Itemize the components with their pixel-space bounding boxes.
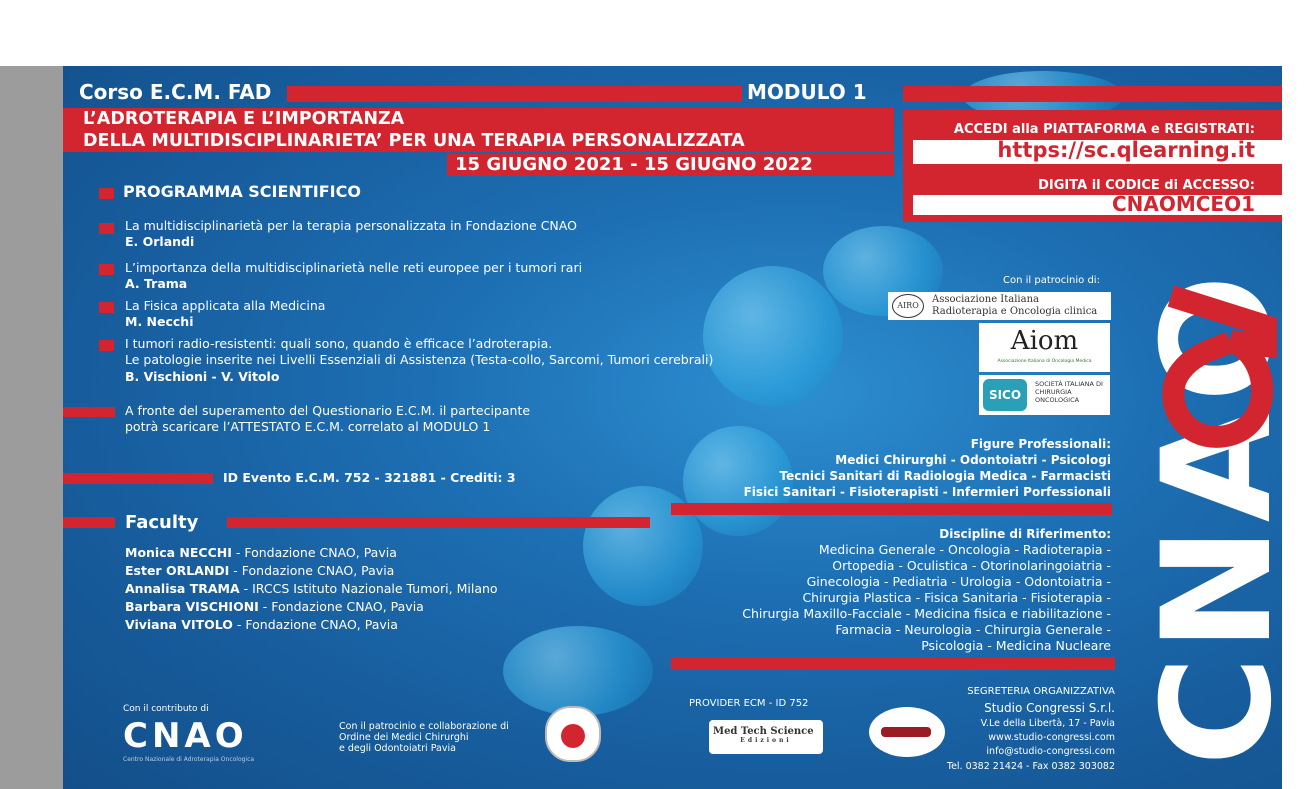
professions-title: Figure Professionali: xyxy=(970,437,1111,451)
company-email[interactable]: info@studio-congressi.com xyxy=(986,746,1115,757)
faculty-affiliation: - Fondazione CNAO, Pavia xyxy=(258,599,424,614)
bullet xyxy=(99,340,114,351)
discipline-line: Psicologia - Medicina Nucleare xyxy=(921,638,1111,653)
faculty-affiliation: - IRCCS Istituto Nazionale Tumori, Milano xyxy=(239,581,498,596)
discipline-line: Chirurgia Plastica - Fisica Sanitaria - Fisioterapia - xyxy=(802,590,1111,605)
course-title-line2: DELLA MULTIDISCIPLINARIETA’ PER UNA TERAPIA PERSONALIZZATA xyxy=(83,131,745,151)
program-item-text: La Fisica applicata alla Medicina xyxy=(125,298,326,313)
platform-url[interactable]: https://sc.qlearning.it xyxy=(997,138,1255,162)
faculty-name: Ester ORLANDI xyxy=(125,563,230,578)
discipline-line: Chirurgia Maxillo-Facciale - Medicina fisica e riabilitazione - xyxy=(742,606,1111,621)
omceo-line: Con il patrocinio e collaborazione di xyxy=(339,721,509,732)
omceo-line: Ordine dei Medici Chirurghi xyxy=(339,732,469,743)
profession-line: Tecnici Sanitari di Radiologia Medica - Farmacisti xyxy=(779,469,1111,483)
bullet xyxy=(99,302,114,313)
medtech-logo xyxy=(709,720,823,754)
omceo-line: e degli Odontoiatri Pavia xyxy=(339,743,456,754)
bullet xyxy=(99,223,114,234)
faculty-name: Annalisa TRAMA xyxy=(125,581,240,596)
divider xyxy=(63,517,115,528)
disciplines-title: Discipline di Riferimento: xyxy=(939,527,1111,541)
left-margin xyxy=(0,66,63,789)
discipline-line: Ginecologia - Pediatria - Urologia - Odontoiatria - xyxy=(806,574,1111,589)
divider xyxy=(903,86,1282,102)
cnao-alpha-icon xyxy=(1151,286,1281,446)
program-item-text: I tumori radio-resistenti: quali sono, quando è efficace l’adroterapia. xyxy=(125,336,553,351)
profession-line: Fisici Sanitari - Fisioterapisti - Infermieri Porfessionali xyxy=(743,485,1111,499)
program-item-text2: Le patologie inserite nei Livelli Essenziali di Assistenza (Testa-collo, Sarcomi, Tumori cerebrali) xyxy=(125,352,714,367)
cnao-logo-text: CNAO xyxy=(123,716,248,756)
program-item-text: La multidisciplinarietà per la terapia personalizzata in Fondazione CNAO xyxy=(125,218,577,233)
faculty-title: Faculty xyxy=(125,512,199,533)
divider xyxy=(671,503,1112,515)
sico-name: SOCIETÀ ITALIANA DI CHIRURGIA ONCOLOGICA xyxy=(1035,380,1103,404)
patronage-label: Con il patrocinio di: xyxy=(1003,275,1100,286)
divider xyxy=(63,407,115,417)
program-item-speaker: A. Trama xyxy=(125,276,188,291)
faculty-member xyxy=(125,545,397,561)
program-item-speaker: M. Necchi xyxy=(125,314,194,329)
aiom-logo xyxy=(979,323,1110,372)
faculty-member xyxy=(125,599,424,615)
aiom-subtitle: Associazione Italiana di Oncologia Medica xyxy=(997,359,1092,364)
program-item-speaker: E. Orlandi xyxy=(125,234,195,249)
medtech-sub: Edizioni xyxy=(740,737,792,744)
airo-name: Associazione Italiana xyxy=(932,294,1039,305)
course-dates: 15 GIUGNO 2021 - 15 GIUGNO 2022 xyxy=(455,154,813,175)
secretariat-label: SEGRETERIA ORGANIZZATIVA xyxy=(967,686,1115,697)
code-label: DIGITA il CODICE di ACCESSO: xyxy=(1038,178,1255,193)
faculty-member xyxy=(125,563,394,579)
register-label: ACCEDI alla PIATTAFORMA e REGISTRATI: xyxy=(953,122,1255,137)
program-item-text: L’importanza della multidisciplinarietà nelle reti europee per i tumori rari xyxy=(125,260,583,275)
attestato-note-2: potrà scaricare l’ATTESTATO E.C.M. correlato al MODULO 1 xyxy=(125,419,491,434)
divider xyxy=(671,657,1115,670)
sico-logo xyxy=(979,375,1110,415)
airo-name: Radioterapia e Oncologia clinica xyxy=(932,306,1098,317)
divider xyxy=(63,473,213,484)
course-poster xyxy=(63,66,1305,789)
program-item-speaker: B. Vischioni - V. Vitolo xyxy=(125,369,280,384)
omceo-crest-icon xyxy=(545,706,601,762)
event-id: ID Evento E.C.M. 752 - 321881 - Crediti: 3 xyxy=(223,470,516,485)
dna-decoration xyxy=(703,266,843,406)
faculty-name: Viviana VITOLO xyxy=(125,617,233,632)
faculty-affiliation: - Fondazione CNAO, Pavia xyxy=(229,563,395,578)
company-name: Studio Congressi S.r.l. xyxy=(984,701,1115,715)
company-website[interactable]: www.studio-congressi.com xyxy=(988,732,1115,743)
faculty-affiliation: - Fondazione CNAO, Pavia xyxy=(231,545,397,560)
access-code: CNAOMCEO1 xyxy=(1111,192,1255,216)
faculty-name: Barbara VISCHIONI xyxy=(125,599,259,614)
profession-line: Medici Chirurghi - Odontoiatri - Psicologi xyxy=(835,453,1111,467)
bullet xyxy=(99,188,114,199)
aiom-mark: Aiom xyxy=(1010,326,1079,356)
medtech-name: Med Tech Science xyxy=(713,726,814,737)
provider-label: PROVIDER ECM - ID 752 xyxy=(689,698,809,709)
cnao-subtitle: Centro Nazionale di Adroterapia Oncologica xyxy=(123,756,255,763)
discipline-line: Ortopedia - Oculistica - Otorinolaringoiatria - xyxy=(832,558,1111,573)
sico-mark: SICO xyxy=(983,379,1027,411)
module-label: MODULO 1 xyxy=(747,80,867,104)
contrib-label: Con il contributo di xyxy=(123,704,209,714)
discipline-line: Farmacia - Neurologia - Chirurgia Generale - xyxy=(835,622,1111,637)
company-address: V.Le della Libertà, 17 - Pavia xyxy=(980,718,1115,729)
program-title: PROGRAMMA SCIENTIFICO xyxy=(123,182,361,201)
faculty-member xyxy=(125,581,498,597)
course-type: Corso E.C.M. FAD xyxy=(79,80,272,104)
faculty-name: Monica NECCHI xyxy=(125,545,232,560)
attestato-note-1: A fronte del superamento del Questionario E.C.M. il partecipante xyxy=(125,403,531,418)
discipline-line: Medicina Generale - Oncologia - Radioterapia - xyxy=(818,542,1111,557)
side-brand-cnao: CNAO xyxy=(1131,270,1305,766)
faculty-affiliation: - Fondazione CNAO, Pavia xyxy=(232,617,398,632)
airo-mark: AIRO xyxy=(892,294,924,318)
airo-logo xyxy=(888,292,1111,320)
bullet xyxy=(99,264,114,275)
divider xyxy=(287,86,742,102)
company-phone: Tel. 0382 21424 - Fax 0382 303082 xyxy=(946,761,1115,772)
cnao-logo xyxy=(123,716,248,756)
faculty-member xyxy=(125,617,398,633)
divider xyxy=(227,517,650,528)
course-title-line1: L’ADROTERAPIA E L’IMPORTANZA xyxy=(83,109,405,129)
